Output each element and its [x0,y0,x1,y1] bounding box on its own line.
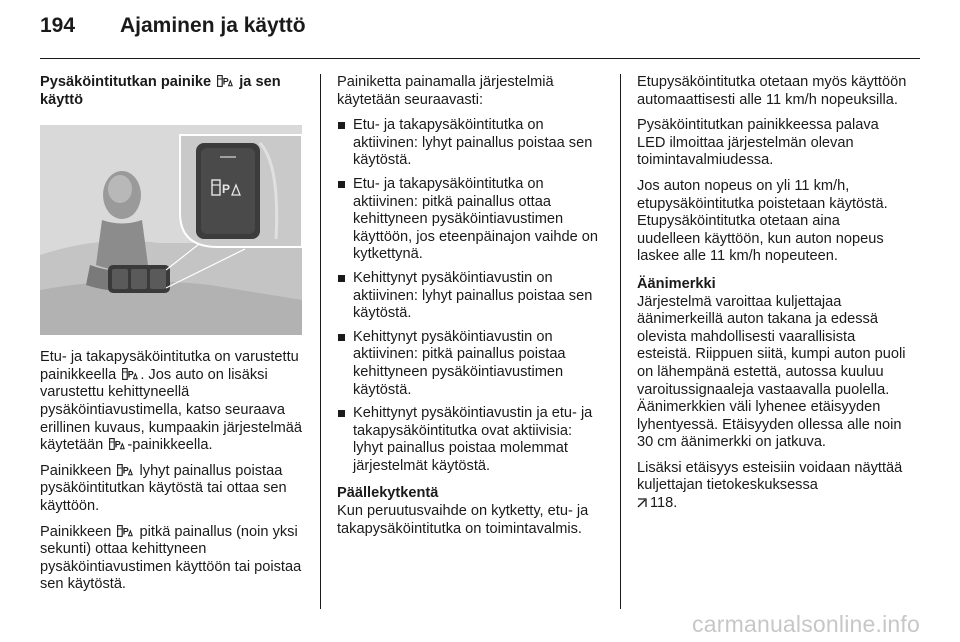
paragraph: Kun peruutusvaihde on kytketty, etu- ja takapysäköintitutka on toimintavalmis. [337,503,589,537]
section-heading-sound-signal: Äänimerkki [637,275,716,292]
parking-assist-icon [217,75,233,87]
paragraph: Painikkeen lyhyt painallus poistaa pysäköintitutkan käytöstä tai ottaa sen käyttöön. [40,462,287,514]
section-heading-activation: Päällekytkentä [337,485,439,502]
paragraph-intro: Painiketta painamalla järjestelmiä käytetään seuraavasti: [337,74,554,108]
paragraph: Lisäksi etäisyys esteisiin voidaan näyttää kuljettajan tietokeskuksessa 118. [637,459,903,512]
parking-assist-icon [122,368,138,380]
usage-bullet-list [337,117,605,475]
bullet-square-icon [338,122,345,129]
column-divider [620,74,621,609]
paragraph: Etupysäköintitutka otetaan myös käyttöön automaattisesti alle 11 km/h nopeuksilla. [637,74,907,108]
column-3 [637,74,907,521]
page-header [40,14,306,50]
paragraph: Jos auton nopeus on yli 11 km/h, etupysäköintitutka poistetaan käytöstä. Etupysäköintitutka otetaan aina uudelleen käyttöön, kun auton nopeus laskee alle 11 km/h nopeuteen. [637,177,888,265]
page-number: 194 [40,14,76,37]
page-reference-arrow-icon [637,498,647,508]
bullet-square-icon [338,410,345,417]
page-reference-link[interactable]: 118. [650,495,678,512]
list-item: Kehittynyt pysäköintiavustin on aktiivinen: lyhyt painallus poistaa sen käytöstä. [337,270,605,323]
console-button-illustration [40,125,302,335]
parking-assist-icon [109,438,125,450]
paragraph: Järjestelmä varoittaa kuljettajaa äänimerkeillä auton takana ja edessä olevista mahdollisesti vaarallisista esteistä. Riippuen siitä, kumpi auton puoli on lähempänä estettä, autossa kuuluu varoitussignaaleja vastaavalla puolella. Äänimerkkien väli lyhenee etäisyyden lyhentyessä. Etäisyyden ollessa alle noin 30 cm äänimerkki on jatkuva. [637,293,906,451]
bullet-square-icon [338,334,345,341]
page-title: Ajaminen ja käyttö [120,14,306,37]
paragraph: Etu- ja takapysäköintitutka on varustettu painikkeella . Jos auto on lisäksi varustettu kehittyneellä pysäköintiavustimella, katso seuraava erillinen kuvaus, kumpaakin järjestelmää käytetään -painikkeella. [40,349,303,454]
column-2 [337,74,605,546]
list-item: Etu- ja takapysäköintitutka on aktiivinen: pitkä painallus ottaa kehittyneen pysäköintiavustimen käyttöön, jos eteenpäinajon vaihde on kytkettynä. [337,176,605,264]
svg-text:P: P [222,182,231,197]
bullet-square-icon [338,181,345,188]
section-heading-parking-button: Pysäköintitutkan painike ja sen käyttö [40,74,281,108]
column-1 [40,74,306,594]
header-rule [40,58,920,59]
parking-assist-icon [117,464,133,476]
bullet-square-icon [338,275,345,282]
list-item: Etu- ja takapysäköintitutka on aktiivinen: lyhyt painallus poistaa sen käytöstä. [337,117,605,170]
paragraph: Painikkeen pitkä painallus (noin yksi sekunti) ottaa kehittyneen pysäköintiavustimen käyttöön tai poistaa sen käytöstä. [40,523,302,593]
list-item: Kehittynyt pysäköintiavustin ja etu- ja takapysäköintitutka ovat aktiivisia: lyhyt painallus poistaa molemmat järjestelmät käytöstä. [337,405,605,475]
paragraph: Pysäköintitutkan painikkeessa palava LED ilmoittaa järjestelmän olevan toimintavalmiudessa. [637,117,879,169]
column-divider [320,74,321,609]
parking-assist-icon [117,525,133,537]
list-item: Kehittynyt pysäköintiavustin on aktiivinen: pitkä painallus poistaa kehittyneen pysäköintiavustimen käytöstä. [337,329,605,399]
console-illustration-image [40,125,302,335]
watermark: carmanualsonline.info [692,611,920,637]
